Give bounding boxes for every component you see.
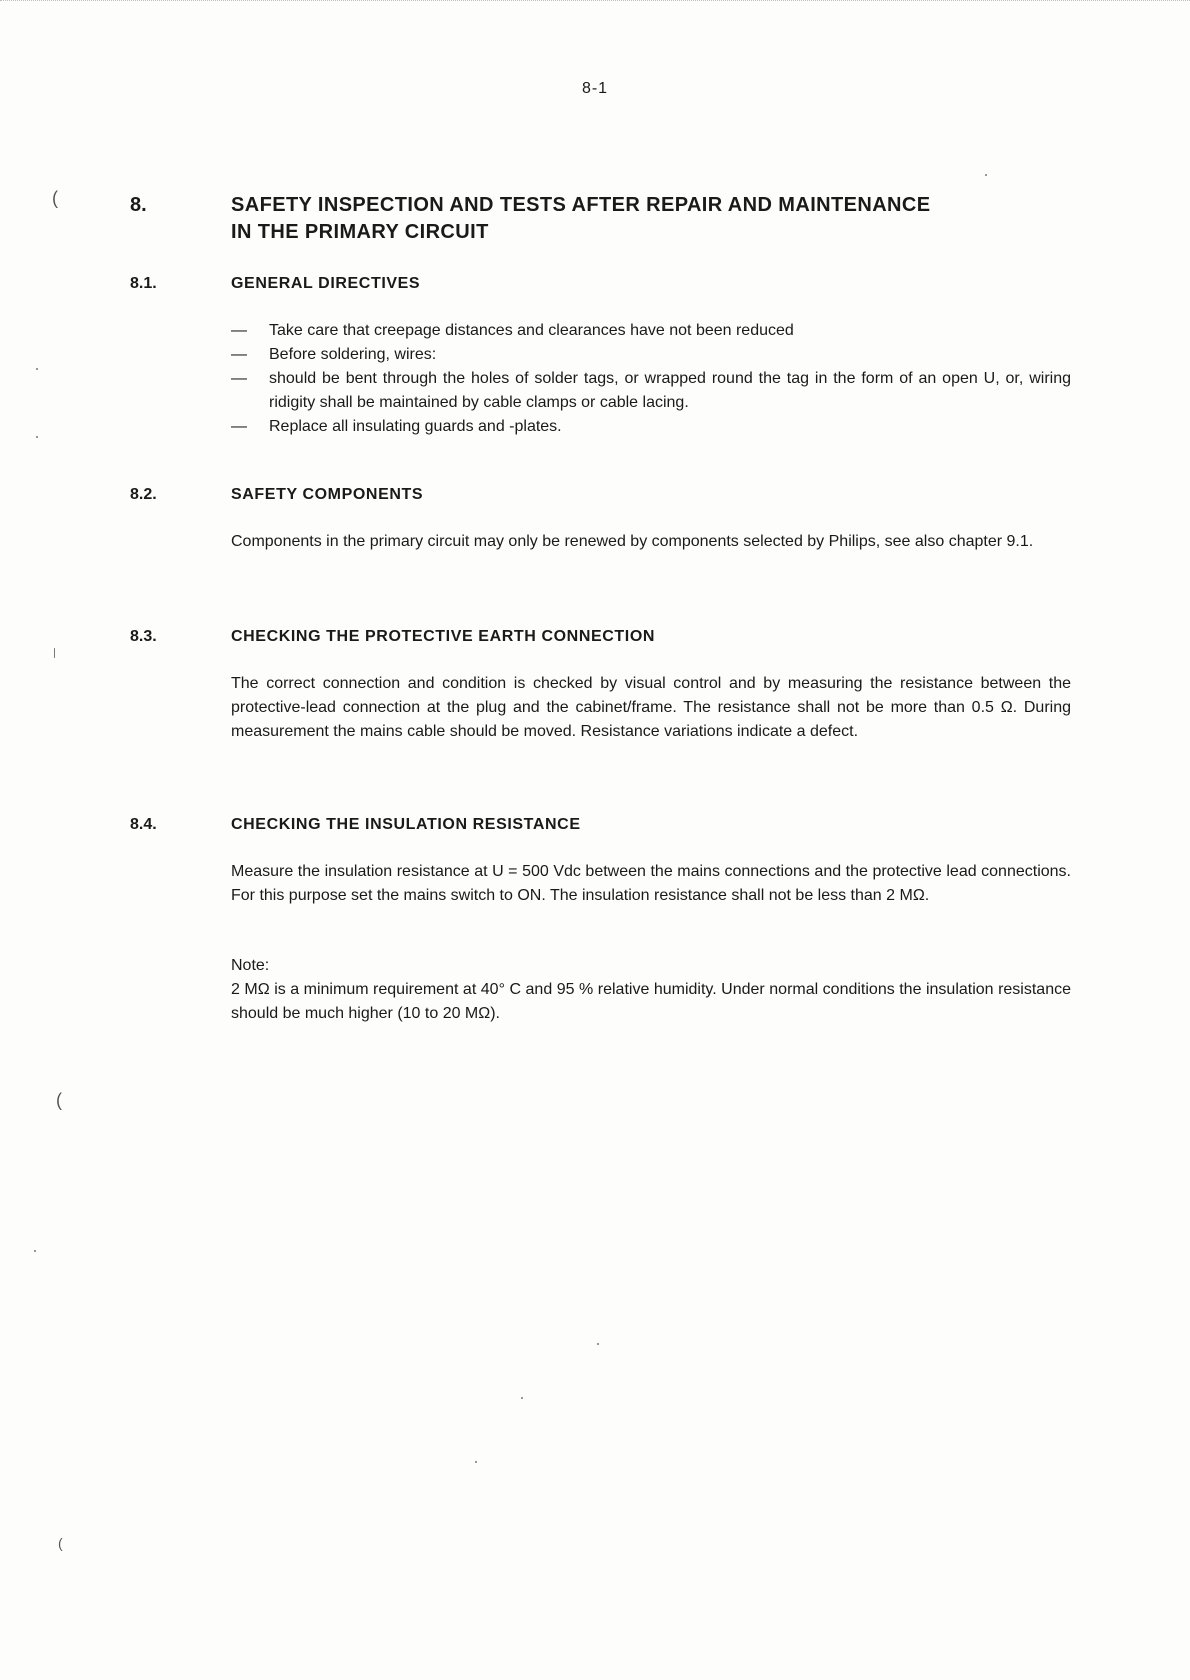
- margin-bracket-mark: (: [56, 1090, 62, 1110]
- section-body: Components in the primary circuit may only be renewed by components selected by Philips, see also chapter 9.1.: [231, 533, 1034, 550]
- section-body: Measure the insulation resistance at U = 500 Vdc between the mains connections and the protective lead connections. For this purpose set the mains switch to ON. The insulation resistance shall not be less than 2 MΩ.: [231, 863, 1071, 904]
- scan-speck: [54, 648, 55, 658]
- scan-speck: [475, 1461, 477, 1463]
- margin-bracket-mark: (: [58, 1535, 63, 1551]
- scan-speck: [521, 1397, 523, 1399]
- scan-speck: [34, 1250, 36, 1252]
- dash-bullet: —: [231, 346, 247, 363]
- section-number: 8.4.: [130, 816, 157, 833]
- list-item: — Replace all insulating guards and -plates.: [231, 415, 1071, 439]
- scan-speck: [36, 368, 38, 370]
- note-label: Note:: [231, 957, 270, 974]
- dash-bullet: —: [231, 322, 247, 339]
- title-line-1: SAFETY INSPECTION AND TESTS AFTER REPAIR AND MAINTENANCE: [231, 194, 931, 216]
- section-number: 8.3.: [130, 628, 157, 645]
- section-title: SAFETY COMPONENTS: [231, 486, 424, 503]
- list-item: — should be bent through the holes of solder tags, or wrapped round the tag in the form of an open U, or, wiring ridigity shall be maintained by cable clamps or cable lacing.: [231, 367, 1071, 415]
- scan-top-edge: [0, 0, 1190, 7]
- scan-speck: [36, 436, 38, 438]
- section-title: [231, 192, 1071, 246]
- note-text: 2 MΩ is a minimum requirement at 40° C and 95 % relative humidity. Under normal conditions the insulation resistance should be much higher (10 to 20 MΩ).: [231, 981, 1071, 1022]
- section-title: CHECKING THE INSULATION RESISTANCE: [231, 816, 581, 833]
- title-line-2: IN THE PRIMARY CIRCUIT: [231, 221, 489, 243]
- dash-bullet: —: [231, 418, 247, 435]
- margin-bracket-mark: (: [52, 188, 58, 208]
- section-title: CHECKING THE PROTECTIVE EARTH CONNECTION: [231, 628, 656, 645]
- list-item: — Take care that creepage distances and clearances have not been reduced: [231, 319, 1071, 343]
- dash-bullet: —: [231, 370, 247, 387]
- section-title: GENERAL DIRECTIVES: [231, 275, 421, 292]
- page-number: 8-1: [581, 80, 609, 97]
- list-item: — Before soldering, wires:: [231, 343, 1071, 367]
- directives-list: [231, 319, 1071, 439]
- section-number: 8.1.: [130, 275, 157, 292]
- scan-speck: [597, 1343, 599, 1345]
- section-number: 8.2.: [130, 486, 157, 503]
- section-body: The correct connection and condition is checked by visual control and by measuring the resistance between the protective-lead connection at the plug and the cabinet/frame. The resistance shall not be more than 0.5 Ω. During measurement the mains cable should be moved. Resistance variations indicate a defect.: [231, 675, 1071, 740]
- section-number: 8.: [130, 194, 147, 216]
- scan-speck: [985, 174, 987, 176]
